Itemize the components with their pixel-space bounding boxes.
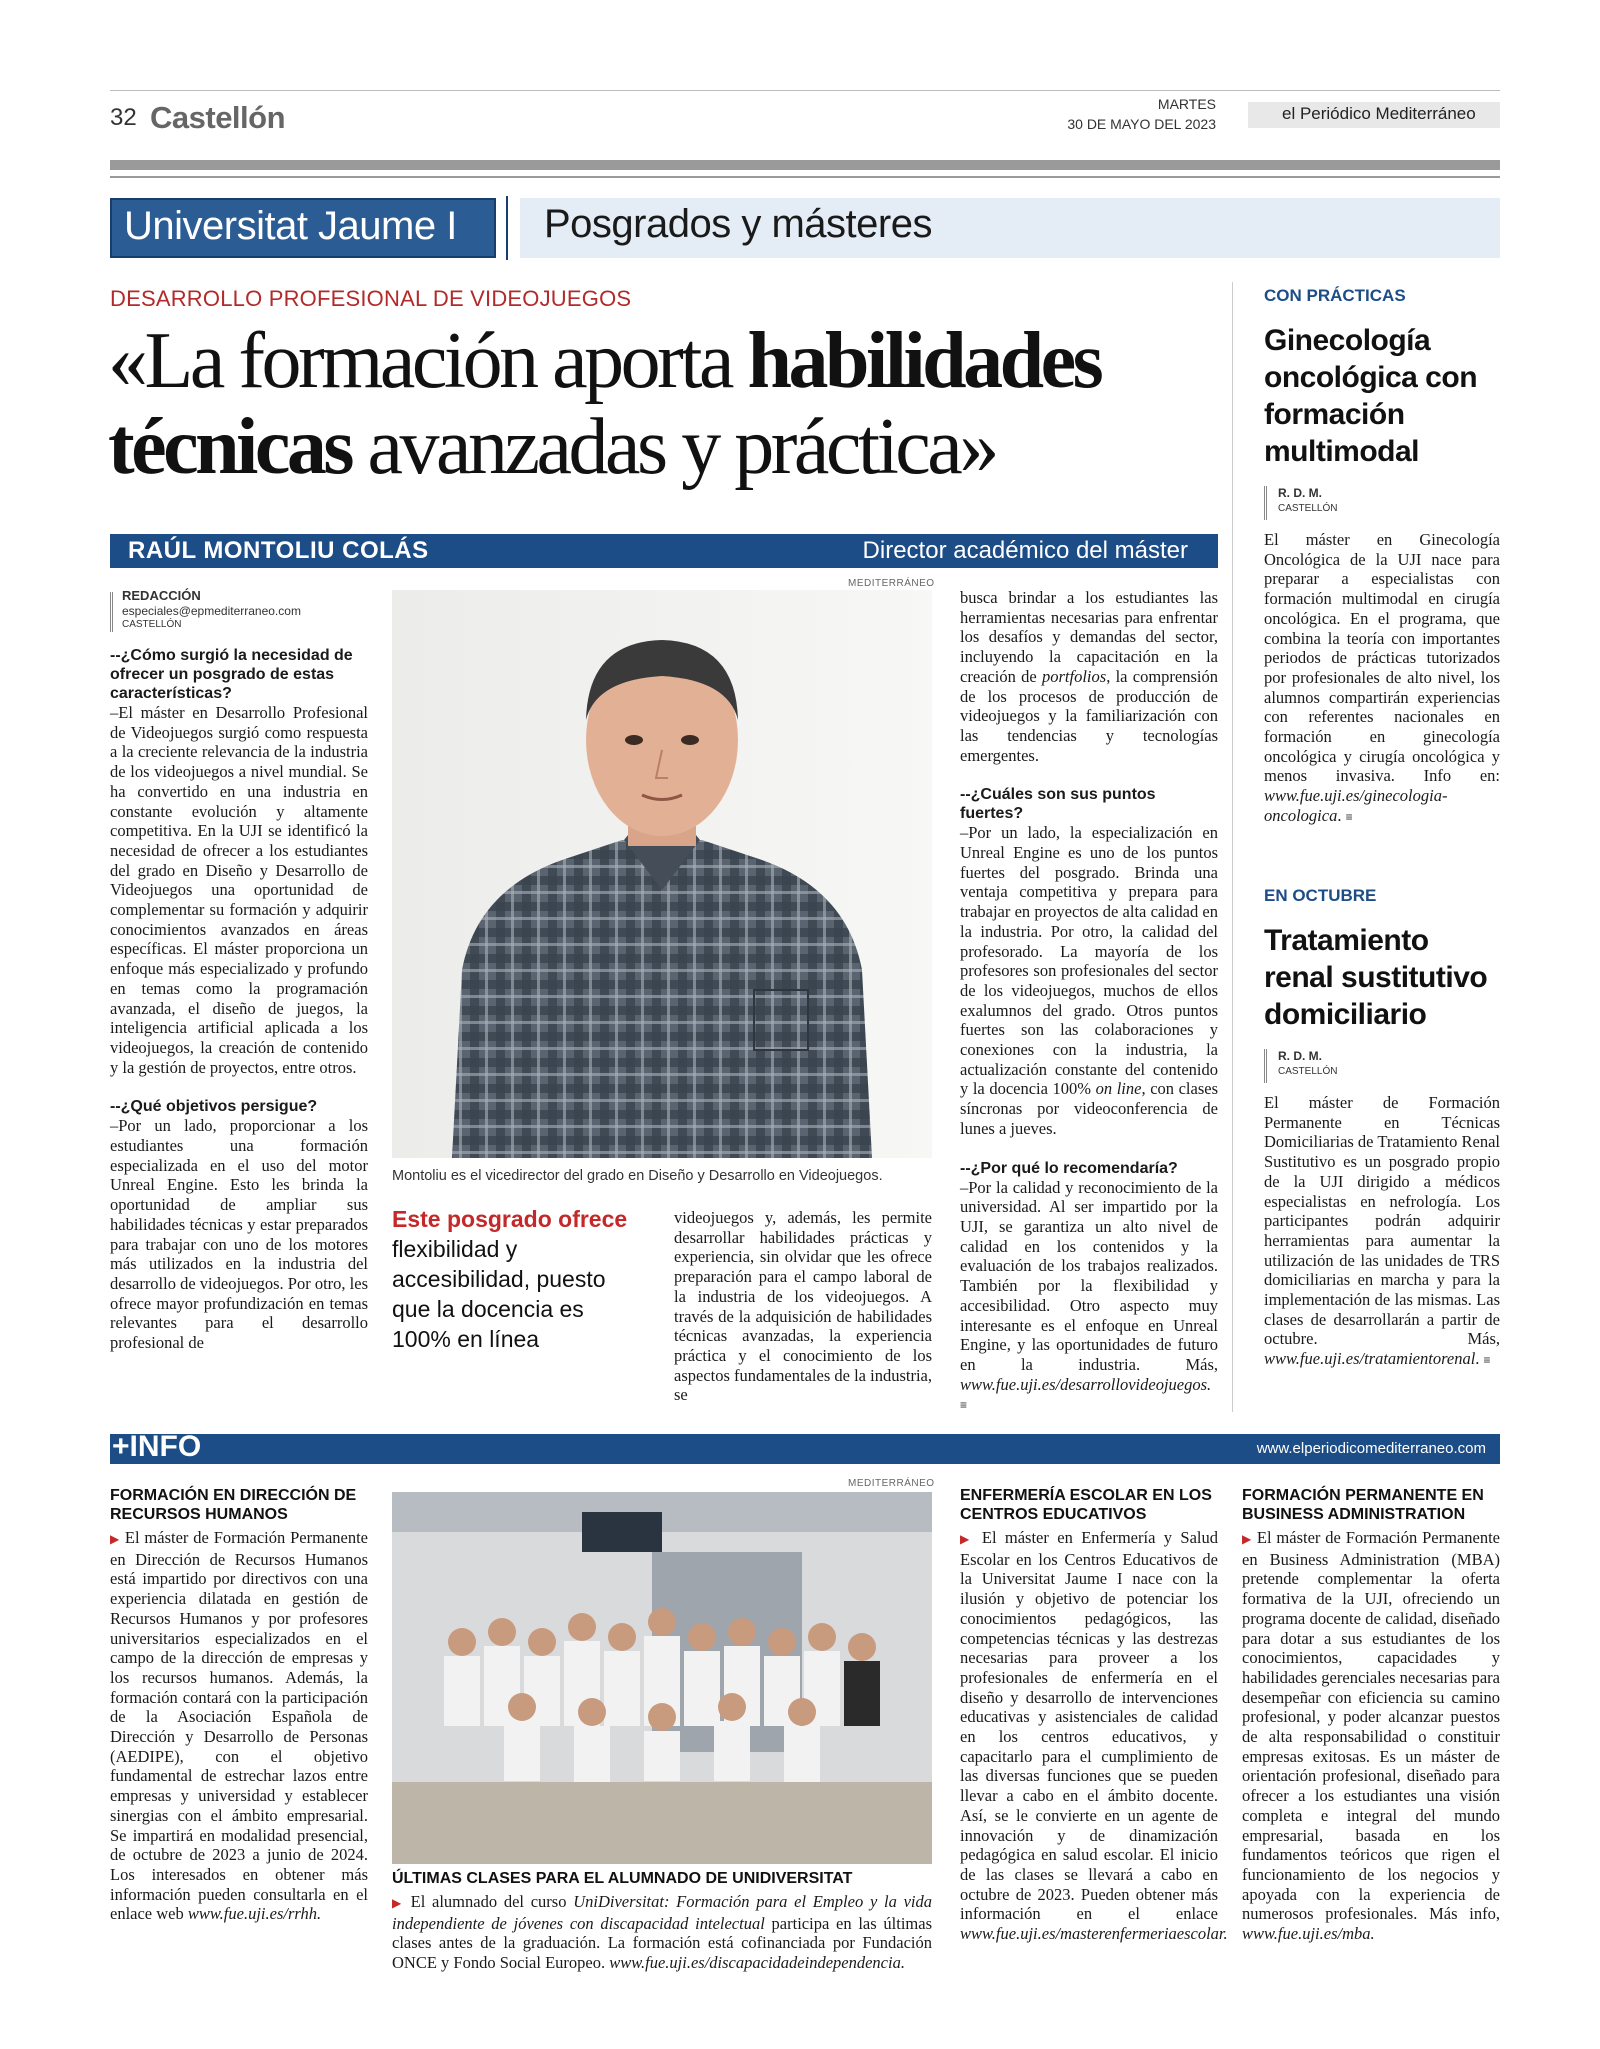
photo2-caption — [392, 1892, 932, 1973]
answer-3-text: –Por un lado, la especialización en Unreal Engine es uno de los puntos fuertes del posgrado. Brinda una ventaja competitiva y prepara para trabajar en proyectos de alta calidad en la industria. Por otro, la calidad del profesorado. La mayoría de los profesores son profesionales del sector de los videojuegos, muchos de ellos exalumnos del grado. Otros puntos fuertes son las colaboraciones y conexiones con la industria, la actualización constante del contenido y la docencia 100% — [960, 823, 1218, 1099]
credit-email[interactable]: especiales@epmediterraneo.com — [122, 604, 301, 618]
pull-quote-rest: flexibilidad y accesibilidad, puesto que la docencia es 100% en línea — [392, 1236, 606, 1352]
end-mark-icon: ≡ — [960, 1398, 968, 1413]
brief-body-2: El máster en Enfermería y Salud Escolar en los Centros Educativos de la Universitat Jaume I nace con la ilusión y objetivo de potenciar los conocimientos pedagógicos, las competencias técnicas y las destrezas necesarias para proveer a los profesionales de enfermería en el diseño y desarrollo de intervenciones educativas y asistenciales de calidad en los centros educativos, y capacitarlo para el cumplimiento de las diversas funciones que se pueden llevar a cabo en el ámbito docente. Así, se le convierte en un agente de innovación y de dinamización pedagógica en salud escolar. El inicio de las clases se llevará a cabo en octubre de 2023. Pueden obtener más información en el enlace — [960, 1528, 1218, 1924]
pull-quote — [392, 1204, 632, 1354]
photo2-caption-start: El alumnado del curso — [410, 1892, 574, 1911]
answer-4-text: –Por la calidad y reconocimiento de la universidad. Al ser impartido por la UJI, se garantiza un alto nivel de calidad en los contenidos y la evaluación de los trabajos realizados. También por la flexibilidad y accesibilidad. Otro aspecto muy interesante es el enfoque en Unreal Engine, y las oportunidades de futuro en la industria. Más, — [960, 1177, 1218, 1374]
info-url[interactable]: www.elperiodicomediterraneo.com — [1256, 1440, 1486, 1457]
sidebar-place-2: CASTELLÓN — [1278, 1066, 1338, 1077]
photo2-headline: ÚLTIMAS CLASES PARA EL ALUMNADO DE UNIDIVERSITAT — [392, 1870, 853, 1887]
sidebar-credit-bar — [1264, 1049, 1267, 1083]
top-rule — [110, 90, 1500, 91]
answer-4 — [960, 1178, 1218, 1416]
brief-text-2 — [960, 1528, 1228, 1944]
article-headline — [108, 318, 1228, 490]
credit-place: CASTELLÓN — [122, 619, 182, 630]
headline-bold: habilidades técnicas — [108, 317, 1101, 491]
group-illustration — [392, 1492, 932, 1864]
brief-link-3[interactable]: www.fue.uji.es/mba. — [1242, 1924, 1375, 1944]
section-name: Castellón — [150, 100, 286, 135]
sidebar-link-2[interactable]: www.fue.uji.es/tratamientorenal — [1264, 1349, 1476, 1369]
answer-3 — [960, 823, 1218, 1138]
headline-part-1: «La formación aporta — [108, 317, 748, 405]
answer-3-end: , con clases síncronas por videoconferencia de lunes a jueves. — [960, 1079, 1219, 1138]
answer-2-cont-text: busca brindar a los estudiantes las herramientas necesarias para enfrentar los desafíos y demandas del sector, incluyendo la capacitación en la creación de — [960, 588, 1218, 686]
article-kicker: DESARROLLO PROFESIONAL DE VIDEOJUEGOS — [110, 286, 632, 311]
sidebar-story-2 — [1264, 886, 1500, 1371]
brief-headline-2: ENFERMERÍA ESCOLAR EN LOS CENTROS EDUCATIVOS — [960, 1487, 1212, 1523]
photo2-caption-end: participa en las últimas clases antes de la graduación. La formación está cofinanciada por Fundación ONCE y Fondo Social Europeo. — [392, 1913, 932, 1973]
end-mark-icon: ≡ — [1345, 809, 1353, 824]
brief-2 — [960, 1486, 1228, 1944]
brief-headline-3: FORMACIÓN PERMANENTE EN BUSINESS ADMINISTRATION — [1242, 1487, 1484, 1523]
brief-body-3: El máster de Formación Permanente en Business Administration (MBA) pretende complementar la oferta formativa de la UJI, ofreciendo un programa docente de calidad, diseñado para dotar a sus estudiantes de los conocimientos, capacidades y habilidades gerenciales necesarias para desempeñar con eficiencia su camino profesional, y poder alcanzar puestos de alta responsabilidad o constituir empresas exitosas. Es un máster de orientación profesional, diseñado para ofrecer a los estudiantes una visión completa e integral del mundo empresarial, basada en los fundamentos teóricos que rigen el funcionamiento de los negocios y apoyada con la experiencia de numerosos profesionales. Más info, — [1242, 1528, 1501, 1924]
sidebar-credit-2 — [1264, 1049, 1500, 1087]
question-1: --¿Cómo surgió la necesidad de ofrecer un posgrado de estas características? — [110, 647, 353, 702]
brief-link-1[interactable]: www.fue.uji.es/rrhh. — [187, 1904, 322, 1924]
sidebar-headline-2: Tratamiento renal sustitutivo domiciliario — [1264, 924, 1488, 1031]
middle-column-text: videojuegos y, además, les permite desarrollar habilidades prácticas y experiencia, sin olvidar que les ofrece preparación para el campo laboral de la industria de los videojuegos. A través de la adquisición de habilidades técnicas avanzadas, la experiencia práctica y el conocimiento de los aspectos fundamentales de la industria, se — [674, 1208, 932, 1405]
triangle-icon: ▶ — [110, 1532, 120, 1546]
header-band — [110, 160, 1500, 170]
question-2: --¿Qué objetivos persigue? — [110, 1098, 318, 1116]
header-band-thin — [110, 176, 1500, 178]
brief-headline-1: FORMACIÓN EN DIRECCIÓN DE RECURSOS HUMANOS — [110, 1487, 357, 1523]
italic-portfolios: portfolios — [1042, 666, 1107, 686]
brief-text-3 — [1242, 1528, 1500, 1944]
headline-part-3: avanzadas y práctica» — [351, 403, 996, 491]
brief-text-1 — [110, 1528, 368, 1924]
answer-2-cont-end: , la comprensión de los procesos de producción de videojuegos y la familiarización con las tendencias y tecnologías emergentes. — [960, 666, 1218, 765]
triangle-icon: ▶ — [1242, 1532, 1252, 1546]
page-number: 32 — [110, 104, 137, 131]
article-column-2 — [674, 1208, 932, 1405]
italic-online: on line — [1095, 1079, 1142, 1099]
interviewee-role: Director académico del máster — [862, 537, 1188, 564]
answer-1: –El máster en Desarrollo Profesional de Videojuegos surgió como respuesta a la creciente relevancia de la industria de los videojuegos a nivel mundial. Se ha convertido en una industria en constante evolución y altamente competitiva. En la UJI se identificó la necesidad de ofrecer a los estudiantes del grado en Diseño y Desarrollo de Videojuegos una oportunidad de complementar su formación y adquirir conocimientos avanzados en áreas específicas. El máster proporciona un enfoque más especializado y profundo en temas como la programación avanzada, el diseño de juegos, la inteligencia artificial aplicada a los videojuegos, la creación de contenido y la gestión de proyectos, entre otros. — [110, 703, 368, 1077]
sidebar-author-2: R. D. M. — [1278, 1049, 1322, 1063]
photo-credit: MEDITERRÁNEO — [848, 578, 935, 589]
brief-3 — [1242, 1486, 1500, 1944]
brief-body-1: El máster de Formación Permanente en Dirección de Recursos Humanos está impartido por directivos con una experiencia dilatada en gestión de Recursos Humanos y por profesores universitarios especializados en el campo de la dirección de empresas y los recursos humanos. Además, la formación contará con la participación de la Asociación Española de Dirección y Desarrollo de Personas (AEDIPE), con el objetivo fundamental de estrechar lazos entre empresas y universidad y establecer sinergias con el ámbito empresarial. Se impartirá en modalidad presencial, de octubre de 2023 a junio de 2024. Los interesados en obtener más información pueden consultarla en el enlace web — [110, 1528, 369, 1924]
sidebar-link-1[interactable]: www.fue.uji.es/ginecologia-oncologica — [1264, 786, 1448, 825]
sidebar-kicker-1: CON PRÁCTICAS — [1264, 286, 1406, 305]
portrait-photo — [392, 590, 932, 1158]
answer-2-continued — [960, 588, 1218, 765]
question-3: --¿Cuáles son sus puntos fuertes? — [960, 786, 1156, 823]
article-column-3 — [960, 588, 1218, 1416]
group-photo — [392, 1492, 932, 1864]
date-day: MARTES — [1157, 96, 1216, 112]
photo2-link[interactable]: www.fue.uji.es/discapacidadeindependencia. — [609, 1953, 905, 1973]
pull-quote-highlight: Este posgrado ofrece — [392, 1206, 628, 1232]
sidebar-author-1: R. D. M. — [1278, 486, 1322, 500]
date-full: 30 DE MAYO DEL 2023 — [1067, 116, 1216, 132]
sidebar-text-2: El máster de Formación Permanente en Técnicas Domiciliarias de Tratamiento Renal Sustitutivo es un posgrado propio de la UJI dirigido a médicos especialistas en nefrología. Los participantes podrán adquirir herramientas para aumentar la utilización de las unidades de TRS domiciliarias en marcha y para la implementación de las mismas. Las clases de desarrollarán a partir de octubre. Más, www.fue.uji.es/tratamientorenal. ≡ — [1264, 1093, 1500, 1369]
end-mark-icon: ≡ — [1483, 1353, 1491, 1368]
sidebar-place-1: CASTELLÓN — [1278, 503, 1338, 514]
sidebar-text-1: El máster en Ginecología Oncológica de la UJI nace para preparar a especialistas con formación multimodal en cirugía oncológica. En el programa, que combina la teoría con importantes periodos de prácticas tutorizados por profesionales de alto nivel, los alumnos compartirán experiencias con referentes nacionales en formación en ginecología oncológica y cirugía oncológica y menos invasiva. Info en: www.fue.uji.es/ginecologia-oncologica. ≡ — [1264, 530, 1500, 825]
info-label: +INFO — [112, 1430, 202, 1463]
credit-author: REDACCIÓN — [122, 588, 201, 603]
article-column-1 — [110, 646, 368, 1353]
sidebar-credit-bar — [1264, 486, 1267, 520]
section-banner: Posgrados y másteres — [520, 198, 1500, 258]
masthead: el Periódico Mediterráneo — [1248, 102, 1500, 128]
sidebar-rule — [1232, 282, 1233, 1412]
university-banner: Universitat Jaume I — [110, 198, 496, 258]
sidebar-credit-1 — [1264, 486, 1500, 524]
sidebar-body-2: El máster de Formación Permanente en Técnicas Domiciliarias de Tratamiento Renal Sustitutivo es un posgrado propio de la UJI dirigido a médicos especialistas en nefrología. Los participantes podrán adquirir herramientas para aumentar la utilización de las unidades de TRS domiciliarias en marcha y para la implementación de las mismas. Las clases de desarrollarán a partir de octubre. Más, — [1264, 1093, 1500, 1349]
brief-1 — [110, 1486, 368, 1924]
sidebar-story-1 — [1264, 286, 1500, 828]
sidebar-kicker-2: EN OCTUBRE — [1264, 886, 1377, 905]
photo2-credit: MEDITERRÁNEO — [848, 1478, 935, 1489]
interviewee-name: RAÚL MONTOLIU COLÁS — [128, 537, 429, 564]
brief-link-2[interactable]: www.fue.uji.es/masterenfermeriaescolar. — [960, 1924, 1228, 1944]
banner-separator — [506, 196, 508, 260]
sidebar-headline-1: Ginecología oncológica con formación multimodal — [1264, 324, 1478, 468]
credit-bar — [110, 592, 113, 632]
photo2-caption-italic: UniDiversitat: Formación para el Empleo y la vida independiente de jóvenes con discapacidad intelectual — [392, 1892, 933, 1933]
answer-2: –Por un lado, proporcionar a los estudiantes una formación especializada en el uso del motor Unreal Engine. Esto les brinda la oportunidad de ampliar sus habilidades técnicas y estar preparados para trabajar con uno de los motores más utilizados en la industria del desarrollo de videojuegos. Por otro, les ofrece mayor profundización en temas relevantes para el desarrollo profesional de — [110, 1116, 368, 1353]
photo-caption: Montoliu es el vicedirector del grado en Diseño y Desarrollo en Videojuegos. — [392, 1168, 883, 1184]
triangle-icon: ▶ — [960, 1532, 974, 1546]
question-4: --¿Por qué lo recomendaría? — [960, 1159, 1178, 1177]
interviewee-bar — [110, 534, 1218, 568]
sidebar-body-1: El máster en Ginecología Oncológica de la UJI nace para preparar a especialistas con formación multimodal en cirugía oncológica. En el programa, que combina la teoría con importantes periodos de prácticas tutorizados por profesionales de alto nivel, los alumnos compartirán experiencias con referentes nacionales en formación en ginecología oncológica y cirugía oncológica y menos invasiva. Info en: — [1264, 530, 1500, 786]
triangle-icon: ▶ — [392, 1896, 404, 1910]
portrait-illustration — [392, 590, 932, 1158]
article-link[interactable]: www.fue.uji.es/desarrollovideojuegos. — [960, 1374, 1212, 1394]
